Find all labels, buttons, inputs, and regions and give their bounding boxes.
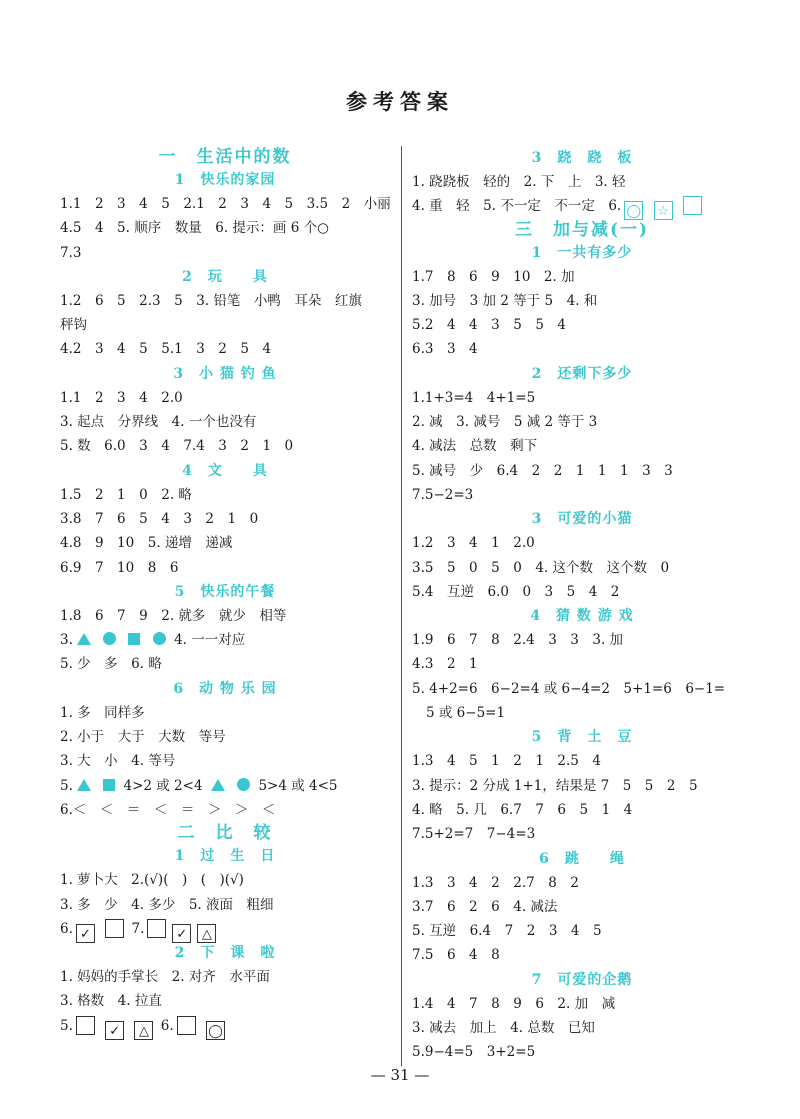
answer-line: 7.5−2=3 [412,486,474,503]
answer-line: 6.＜ ＜ ＝ ＜ ＝ ＞ ＞ ＜ [60,801,276,818]
answer-line: 3. 加号 3 加 2 等于 5 4. 和 [412,292,598,309]
answer-line: 4.3 2 1 [412,656,478,673]
answer-line: 1. 萝卜大 2.(√)( ) ( )(√) [60,872,244,889]
triangle-box-icon: △ [134,1021,153,1040]
chapter-heading: 三 加与减(一) [514,219,650,240]
checkbox-icon [105,919,124,938]
circle-box-icon: ◯ [206,1021,225,1040]
page-title: 参考答案 [346,89,454,114]
answer-line: 5.9−4=5 3+2=5 [412,1044,536,1061]
answer-line [60,1014,390,1038]
answer-line: 1.4 4 7 8 9 6 2. 加 减 [412,995,616,1012]
answer-line: 3. 多 少 4. 多少 5. 液面 粗细 [60,896,274,913]
answer-line: 1.9 6 7 8 2.4 3 3 3. 加 [412,632,624,649]
answer-line: 3. 减去 加上 4. 总数 已知 [412,1020,595,1037]
answer-line: 1.2 6 5 2.3 5 3. 铅笔 小鸭 耳朵 红旗 [60,292,362,309]
section-heading: 2 玩 具 [182,268,268,285]
column-divider [401,146,402,1066]
answer-line: 6.9 7 10 8 6 [60,559,179,576]
answer-line [412,194,752,218]
answer-text: 3. [60,632,73,649]
section-heading: 5 背 土 豆 [531,729,633,746]
star-icon: ☆ [654,201,673,220]
answer-line: 4.5 4 5. 顺序 数量 6. 提示：画 6 个○ [60,220,329,237]
answer-line: 1.1 2 3 4 5 2.1 2 3 4 5 3.5 2 小丽 [60,196,391,212]
answer-line: 5. 少 多 6. 略 [60,656,162,673]
page-number: — 31 — [370,1066,430,1084]
answer-line: 1.3 4 5 1 2 1 2.5 4 [412,753,601,770]
answer-line: 5. 减号 少 6.4 2 2 1 1 1 3 3 [412,462,673,479]
answer-line: 6.3 3 4 [412,341,478,358]
chapter-heading: 二 比 较 [177,823,273,844]
checkbox-icon [683,196,702,215]
circle-icon [237,778,250,791]
answer-line [60,774,390,798]
chapter-heading: 一 生活中的数 [158,147,292,167]
answer-line: 秤钩 [60,317,87,334]
answer-line: 5. 互逆 6.4 7 2 3 4 5 [412,923,602,940]
answer-text: 5. [60,1017,73,1034]
triangle-icon [77,779,91,791]
checkbox-icon [76,1016,95,1035]
answer-text: 4. 一一对应 [174,632,246,649]
answer-text: 4>2 或 2<4 [123,777,203,794]
answer-line: 1.2 3 4 1 2.0 [412,535,535,552]
answer-line: 3. 格数 4. 拉直 [60,993,162,1010]
section-heading: 1 过 生 日 [174,848,276,865]
answer-line: 7.5+2=7 7−4=3 [412,826,536,843]
square-icon [103,779,115,791]
section-heading: 1 快乐的家园 [174,172,276,188]
answer-text: 5>4 或 4<5 [258,777,338,794]
answer-line: 3. 大 小 4. 等号 [60,753,176,770]
triangle-icon [211,779,225,791]
answer-line: 5.4 互逆 6.0 0 3 5 4 2 [412,583,620,600]
answer-text: 6. [60,920,73,937]
section-heading: 1 一共有多少 [531,244,633,261]
section-heading: 6 动 物 乐 园 [173,680,277,697]
answer-line: 4.8 9 10 5. 递增 递减 [60,535,233,552]
answer-line: 1. 多 同样多 [60,704,145,721]
answer-line: 7.5 6 4 8 [412,947,500,964]
answer-line: 3.7 6 2 6 4. 减法 [412,898,558,915]
answer-line: 5.2 4 4 3 5 5 4 [412,317,567,334]
answer-line: 1. 跷跷板 轻的 2. 下 上 3. 轻 [412,174,626,190]
checkbox-icon: ✓ [76,924,95,943]
answer-line: 2. 小于 大于 大数 等号 [60,729,226,746]
answer-line: 4. 减法 总数 剩下 [412,438,538,455]
answer-text: 4. 重 轻 5. 不一定 不一定 6. [412,198,622,215]
answer-text: 6. [160,1017,174,1034]
answer-line: 3.5 5 0 5 0 4. 这个数 这个数 0 [412,559,670,576]
answer-line: 1. 妈妈的手掌长 2. 对齐 水平面 [60,969,270,986]
section-heading: 4 猜 数 游 戏 [530,608,634,625]
triangle-icon [77,633,91,645]
section-heading: 5 快乐的午餐 [174,583,276,600]
answer-line: 3. 提示：2 分成 1+1，结果是 7 5 5 2 5 [412,777,698,794]
answer-line: 2. 减 3. 减号 5 减 2 等于 3 [412,414,598,431]
section-heading: 2 下 课 啦 [174,945,276,962]
answer-line: 1.3 3 4 2 2.7 8 2 [412,874,579,891]
answer-line: 4.2 3 4 5 5.1 3 2 5 4 [60,341,272,358]
answer-text: 5. [60,777,73,794]
answer-line: 5. 4+2=6 6−2=4 或 6−4=2 5+1=6 6−1= [412,680,726,697]
answer-line: 3.8 7 6 5 4 3 2 1 0 [60,510,259,527]
circle-icon [103,632,116,645]
square-icon [128,633,140,645]
section-heading: 6 跳 绳 [539,850,625,867]
answer-line [60,917,390,941]
answer-line: 5 或 6−5=1 [426,705,506,722]
triangle-box-icon: △ [197,924,216,943]
answer-line: 7.3 [60,244,82,261]
answer-line [60,628,390,652]
answer-line: 1.1+3=4 4+1=5 [412,389,536,406]
left-column [60,146,390,1038]
answer-line: 1.5 2 1 0 2. 略 [60,486,192,503]
answer-line: 5. 数 6.0 3 4 7.4 3 2 1 0 [60,438,294,455]
answer-line: 1.1 2 3 4 2.0 [60,389,183,406]
checkbox-icon [177,1016,196,1035]
section-heading: 3 可爱的小猫 [531,511,633,528]
section-heading: 3 跷 跷 板 [531,150,633,166]
answer-line: 1.7 8 6 9 10 2. 加 [412,268,575,285]
checkbox-icon: ✓ [172,924,191,943]
checkbox-icon: ✓ [105,1021,124,1040]
section-heading: 4 文 具 [182,462,268,479]
answer-line: 1.8 6 7 9 2. 就多 就少 相等 [60,607,287,624]
checkbox-icon [147,919,166,938]
section-heading: 2 还剩下多少 [531,365,633,382]
answer-line: 3. 起点 分界线 4. 一个也没有 [60,414,257,431]
circle-icon [153,632,166,645]
section-heading: 3 小 猫 钓 鱼 [173,365,277,382]
answer-text: 7. [131,920,145,937]
answer-line: 4. 略 5. 几 6.7 7 6 5 1 4 [412,801,633,818]
right-column [412,146,752,1065]
section-heading: 7 可爱的企鹅 [531,971,633,988]
circle-box-icon: ◯ [624,201,643,220]
